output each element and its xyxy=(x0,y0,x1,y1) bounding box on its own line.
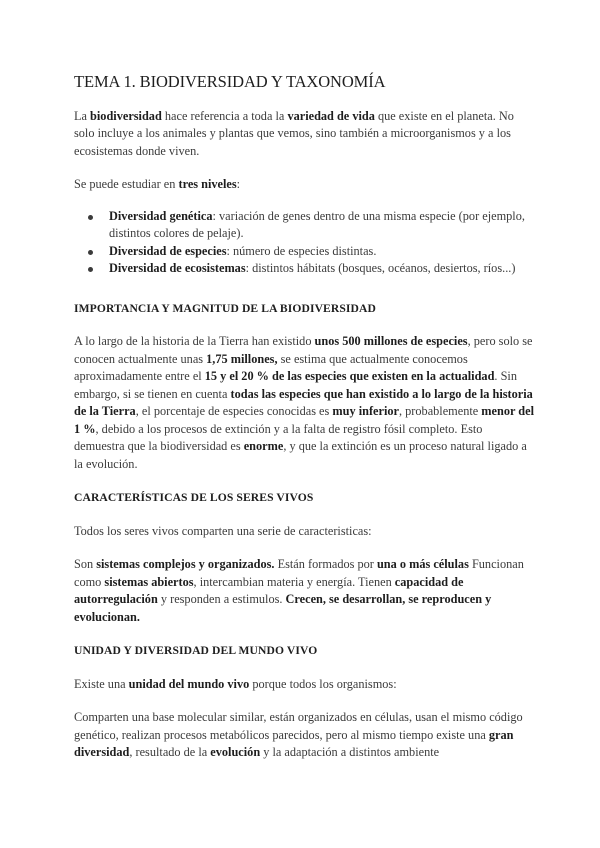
text-run: que existe en el planeta. No solo incluye a los animales y plantas que vemos, sino también a microorganismos y a los ecosistemas donde viven. xyxy=(74,108,514,158)
bold-run: menor del 1 % xyxy=(74,404,535,436)
text-run: : distintos hábitats (bosques, océanos, desiertos, ríos...) xyxy=(245,261,516,275)
bold-run: enorme xyxy=(243,439,284,453)
bold-run: unidad del mundo vivo xyxy=(128,676,250,691)
bold-run: capacidad de autorregulación xyxy=(74,574,464,606)
unity-intro-paragraph xyxy=(74,676,534,694)
text-run: : número de especies distintas. xyxy=(226,243,377,258)
section-heading-unity: UNIDAD Y DIVERSIDAD DEL MUNDO VIVO xyxy=(74,644,318,657)
list-item xyxy=(74,208,534,243)
list-item xyxy=(74,243,534,261)
bold-run: Crecen, se desarrollan, se reproducen y evolucionan. xyxy=(74,592,492,624)
bold-run: 1,75 millones, xyxy=(206,351,278,366)
bullet-icon xyxy=(88,250,93,255)
text-run: : xyxy=(236,177,241,191)
levels-list xyxy=(74,208,534,278)
page-title: TEMA 1. BIODIVERSIDAD Y TAXONOMÍA xyxy=(74,72,386,91)
bold-run: una o más células xyxy=(376,557,469,571)
bold-run: 15 y el 20 % de las especies que existen en la actualidad xyxy=(204,369,495,383)
section-heading-importance: IMPORTANCIA Y MAGNITUD DE LA BIODIVERSIDAD xyxy=(74,301,376,315)
bold-run: biodiversidad xyxy=(90,108,162,123)
text-run: , debido a los procesos de extinción y a la falta de registro fósil completo. Esto demuestra que la biodiversidad es xyxy=(74,421,483,453)
bold-run: Diversidad de especies xyxy=(109,243,227,258)
bold-run: todas las especies que han existido a lo largo de la historia de la Tierra xyxy=(74,386,533,418)
bullet-icon xyxy=(88,267,93,272)
characteristics-paragraph xyxy=(74,556,534,626)
text-run: , intercambian materia y energía. Tienen xyxy=(193,574,395,589)
bold-run: evolución xyxy=(210,745,261,759)
list-item xyxy=(74,260,534,278)
text-run: y responden a estimulos. xyxy=(157,592,286,606)
text-run: hace referencia a toda la xyxy=(161,108,288,123)
text-run: : variación de genes dentro de una misma especie (por ejemplo, distintos colores de pelaje). xyxy=(109,208,525,240)
unity-paragraph xyxy=(74,709,534,762)
text-run: La xyxy=(74,108,91,123)
text-run: y la adaptación a distintos ambiente xyxy=(260,745,440,759)
bold-run: unos 500 millones de especies xyxy=(314,334,468,348)
section-heading-characteristics: CARACTERÍSTICAS DE LOS SERES VIVOS xyxy=(74,491,314,504)
text-run: Existe una xyxy=(74,676,129,691)
text-run: , el porcentaje de especies conocidas es xyxy=(135,404,333,418)
bold-run: tres niveles xyxy=(178,177,237,191)
document-page xyxy=(74,70,534,778)
text-run: A lo largo de la historia de la Tierra han existido xyxy=(74,334,315,348)
bullet-icon xyxy=(88,215,93,220)
bold-run: gran diversidad xyxy=(74,727,514,759)
text-run: Funcionan como xyxy=(74,557,524,589)
bold-run: Diversidad de ecosistemas xyxy=(109,261,246,275)
text-run: Se puede estudiar en xyxy=(74,177,179,191)
text-run: , resultado de la xyxy=(129,745,211,759)
text-run: se estima que actualmente conocemos aproximadamente entre el xyxy=(74,351,468,383)
text-run: Están formados por xyxy=(274,557,377,571)
bold-run: Diversidad genética xyxy=(109,208,213,223)
text-run: Comparten una base molecular similar, están organizados en células, usan el mismo código genético, realizan procesos metabólicos parecidos, pero al mismo tiempo existe una xyxy=(74,710,523,742)
text-run: , probablemente xyxy=(399,404,482,418)
text-run: porque todos los organismos: xyxy=(249,676,397,691)
characteristics-intro-paragraph: Todos los seres vivos comparten una serie de caracteristicas: xyxy=(74,523,372,538)
bold-run: sistemas complejos y organizados. xyxy=(96,557,275,571)
bold-run: muy inferior xyxy=(332,404,399,418)
levels-intro-paragraph xyxy=(74,176,534,194)
importance-paragraph xyxy=(74,333,534,473)
bold-run: sistemas abiertos xyxy=(104,574,194,589)
text-run: , y que la extinción es un proceso natural ligado a la evolución. xyxy=(74,439,527,471)
bold-run: variedad de vida xyxy=(287,108,375,123)
text-run: , pero solo se conocen actualmente unas xyxy=(74,334,533,366)
intro-paragraph xyxy=(74,108,534,161)
text-run: . Sin embargo, si se tienen en cuenta xyxy=(74,369,517,401)
text-run: Son xyxy=(74,557,97,571)
